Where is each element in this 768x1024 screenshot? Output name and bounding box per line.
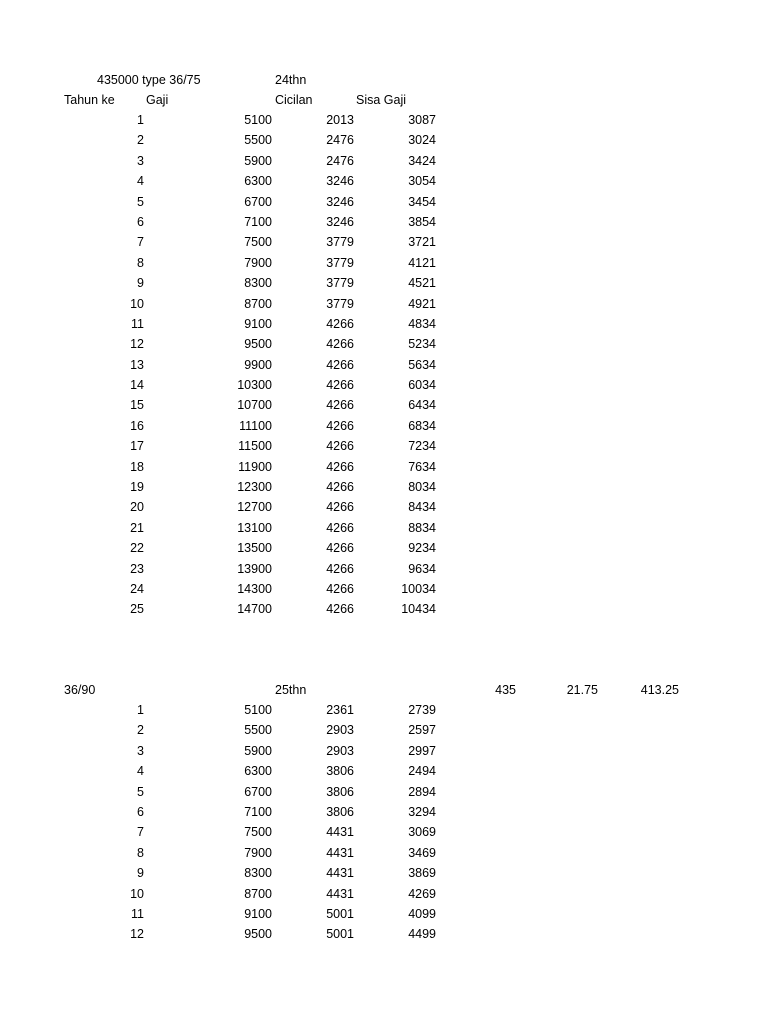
installment-cell: 4266 [326,581,354,596]
installment-cell: 4266 [326,357,354,372]
salary-cell: 14300 [237,581,272,596]
table-row [0,741,768,761]
remaining-cell: 6434 [408,398,436,413]
salary-cell: 11100 [239,418,272,433]
table-row [0,884,768,904]
salary-cell: 7500 [244,825,272,840]
salary-cell: 13900 [237,561,272,576]
remaining-cell: 4499 [408,927,436,942]
installment-cell: 2903 [326,723,354,738]
installment-cell: 2013 [326,113,354,127]
salary-cell: 13100 [237,520,272,535]
table-row [0,355,768,375]
installment-cell: 4266 [326,378,354,393]
table-row [0,395,768,415]
remaining-cell: 3721 [408,235,436,250]
installment-cell: 4431 [326,845,354,860]
remaining-cell: 3069 [408,825,436,840]
year-cell: 8 [137,255,144,270]
installment-cell: 3779 [326,255,354,270]
table-row [0,457,768,477]
remaining-cell: 7634 [408,459,436,474]
remaining-cell: 4099 [408,906,436,921]
remaining-cell: 3294 [408,804,436,819]
column-header-year: Tahun ke [64,93,115,107]
salary-cell: 14700 [237,602,272,617]
year-cell: 13 [130,357,144,372]
salary-cell: 11500 [238,439,272,454]
table-row [0,334,768,354]
section2-table [0,700,768,945]
salary-cell: 9100 [244,906,272,921]
installment-cell: 4266 [326,316,354,331]
table-row [0,212,768,232]
salary-cell: 7100 [244,214,272,229]
remaining-cell: 3087 [408,113,436,127]
remaining-cell: 3454 [408,194,436,209]
installment-cell: 3779 [326,235,354,250]
remaining-cell: 7234 [408,439,436,454]
remaining-cell: 3424 [408,153,436,168]
table-row [0,314,768,334]
year-cell: 6 [137,214,144,229]
remaining-cell: 8434 [408,500,436,515]
table-row [0,559,768,579]
remaining-cell: 6034 [408,378,436,393]
table-row [0,294,768,314]
salary-cell: 9100 [244,316,272,331]
remaining-cell: 6834 [408,418,436,433]
year-cell: 20 [130,500,144,515]
salary-cell: 8700 [244,296,272,311]
year-cell: 22 [130,541,144,556]
remaining-cell: 4921 [408,296,436,311]
salary-cell: 7900 [244,255,272,270]
table-row [0,192,768,212]
column-header-salary: Gaji [146,93,169,107]
remaining-cell: 10434 [401,602,436,617]
table-row [0,518,768,538]
remaining-cell: 3869 [408,866,436,881]
table-row [0,110,768,130]
section1-price-type: 435000 type 36/75 [97,73,201,87]
salary-cell: 5500 [244,723,272,738]
installment-cell: 4266 [326,520,354,535]
remaining-cell: 4269 [408,886,436,901]
year-cell: 10 [130,296,144,311]
table-row [0,802,768,822]
installment-cell: 3806 [326,784,354,799]
table-row [0,863,768,883]
column-header-remaining: Sisa Gaji [356,93,407,107]
installment-cell: 4266 [326,337,354,352]
year-cell: 7 [137,235,144,250]
installment-cell: 4431 [326,825,354,840]
installment-cell: 5001 [326,927,354,942]
remaining-cell: 9634 [408,561,436,576]
installment-cell: 3779 [326,276,354,291]
remaining-cell: 3854 [408,214,436,229]
section1-term: 24thn [275,73,307,87]
year-cell: 2 [137,723,144,738]
table-row [0,253,768,273]
year-cell: 11 [131,316,144,331]
year-cell: 12 [130,927,144,942]
year-cell: 5 [137,194,144,209]
salary-cell: 9500 [244,927,272,942]
year-cell: 24 [130,581,144,596]
salary-cell: 9900 [244,357,272,372]
installment-cell: 4431 [326,886,354,901]
table-row [0,904,768,924]
salary-cell: 8700 [244,886,272,901]
salary-cell: 10300 [237,378,272,393]
section2-value-a: 435 [495,683,516,697]
remaining-cell: 8034 [408,480,436,495]
remaining-cell: 2597 [408,723,436,738]
year-cell: 1 [137,113,144,127]
year-cell: 11 [131,906,144,921]
year-cell: 4 [137,174,144,189]
salary-cell: 10700 [237,398,272,413]
remaining-cell: 9234 [408,541,436,556]
installment-cell: 4266 [326,561,354,576]
table-row [0,375,768,395]
remaining-cell: 10034 [401,581,436,596]
salary-cell: 6700 [244,194,272,209]
year-cell: 2 [137,133,144,148]
year-cell: 4 [137,764,144,779]
remaining-cell: 3054 [408,174,436,189]
year-cell: 12 [130,337,144,352]
installment-cell: 3246 [326,194,354,209]
table-row [0,782,768,802]
installment-cell: 4266 [326,398,354,413]
remaining-cell: 2997 [408,743,436,758]
remaining-cell: 4521 [408,276,436,291]
salary-cell: 6300 [244,174,272,189]
table-row [0,497,768,517]
salary-cell: 6300 [244,764,272,779]
year-cell: 3 [137,743,144,758]
year-cell: 17 [130,439,144,454]
installment-cell: 3779 [326,296,354,311]
installment-cell: 3246 [326,174,354,189]
installment-cell: 3806 [326,764,354,779]
salary-cell: 5500 [244,133,272,148]
remaining-cell: 2739 [408,703,436,717]
installment-cell: 2476 [326,133,354,148]
salary-cell: 5100 [244,113,272,127]
salary-cell: 7100 [244,804,272,819]
salary-cell: 6700 [244,784,272,799]
year-cell: 16 [130,418,144,433]
remaining-cell: 4121 [408,255,436,270]
table-row [0,822,768,842]
installment-cell: 3246 [326,214,354,229]
year-cell: 8 [137,845,144,860]
year-cell: 3 [137,153,144,168]
year-cell: 6 [137,804,144,819]
table-row [0,151,768,171]
section2-value-b: 21.75 [566,683,598,697]
installment-cell: 4266 [326,418,354,433]
salary-cell: 12300 [237,480,272,495]
table-row [0,761,768,781]
salary-cell: 13500 [237,541,272,556]
remaining-cell: 5234 [408,337,436,352]
year-cell: 14 [130,378,144,393]
table-row [0,924,768,944]
section2-value-c: 413.25 [640,683,679,697]
salary-cell: 11900 [238,459,272,474]
remaining-cell: 8834 [408,520,436,535]
salary-cell: 8300 [244,276,272,291]
remaining-cell: 4834 [408,316,436,331]
installment-cell: 4266 [326,459,354,474]
year-cell: 18 [130,459,144,474]
remaining-cell: 3024 [408,133,436,148]
column-header-installment: Cicilan [275,93,313,107]
table-row [0,538,768,558]
installment-cell: 4266 [326,541,354,556]
table-row [0,171,768,191]
salary-cell: 5100 [244,703,272,717]
year-cell: 21 [130,520,144,535]
year-cell: 9 [137,276,144,291]
installment-cell: 4266 [326,480,354,495]
salary-cell: 5900 [244,153,272,168]
installment-cell: 4266 [326,602,354,617]
table-row [0,273,768,293]
salary-cell: 7900 [244,845,272,860]
installment-cell: 4266 [326,439,354,454]
installment-cell: 4431 [326,866,354,881]
installment-cell: 3806 [326,804,354,819]
year-cell: 5 [137,784,144,799]
installment-cell: 2903 [326,743,354,758]
table-row [0,130,768,150]
salary-cell: 8300 [244,866,272,881]
installment-cell: 2361 [326,703,354,717]
table-row [0,416,768,436]
table-row [0,477,768,497]
section2-type: 36/90 [64,683,96,697]
remaining-cell: 3469 [408,845,436,860]
remaining-cell: 2494 [408,764,436,779]
installment-cell: 5001 [326,906,354,921]
year-cell: 7 [137,825,144,840]
table-row [0,232,768,252]
table-row [0,436,768,456]
remaining-cell: 5634 [408,357,436,372]
year-cell: 15 [130,398,144,413]
table-row [0,843,768,863]
section1-table [0,110,768,620]
year-cell: 1 [137,703,144,717]
year-cell: 9 [137,866,144,881]
installment-cell: 4266 [326,500,354,515]
table-row [0,599,768,619]
salary-cell: 12700 [237,500,272,515]
table-row [0,700,768,720]
salary-cell: 5900 [244,743,272,758]
salary-cell: 9500 [244,337,272,352]
installment-cell: 2476 [326,153,354,168]
salary-cell: 7500 [244,235,272,250]
section2-term: 25thn [275,683,307,697]
remaining-cell: 2894 [408,784,436,799]
year-cell: 19 [130,480,144,495]
table-row [0,579,768,599]
table-row [0,720,768,740]
year-cell: 25 [130,602,144,617]
year-cell: 23 [130,561,144,576]
year-cell: 10 [130,886,144,901]
